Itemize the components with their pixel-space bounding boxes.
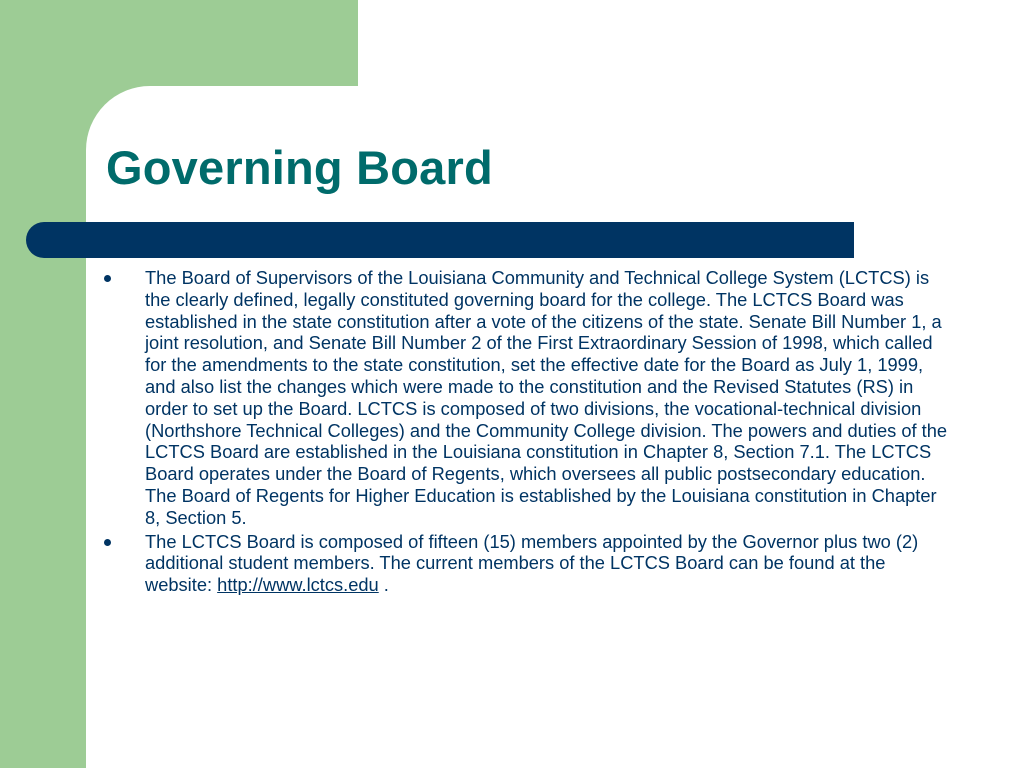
bullet-dot-icon [104,539,111,546]
bullet-text: The Board of Supervisors of the Louisiana Community and Technical College System (LCTCS) is the clearly defined, legally constituted governing board for the college. The LCTCS Board was established in the state constitution after a vote of the citizens of the state. Senate Bill Number 1, a joint resolution, and Senate Bill Number 2 of the First Extraordinary Session of 1998, which called for the amendments to the state constitution, set the effective date for the Board as July 1, 1999, and also list the changes which were made to the constitution and the Revised Statutes (RS) in order to set up the Board. LCTCS is composed of two divisions, the vocational-technical division (Northshore Technical Colleges) and the Community College division. The powers and duties of the LCTCS Board are established in the Louisiana constitution in Chapter 8, Section 7.1. The LCTCS Board operates under the Board of Regents, which oversees all public postsecondary education. The Board of Regents for Higher Education is established by the Louisiana constitution in Chapter 8, Section 5. [145,267,948,528]
bullet-text-end: . [378,574,389,596]
title-underline-bar [26,222,854,258]
slide-title: Governing Board [106,141,493,194]
lctcs-website-link[interactable]: http://www.lctcs.edu [217,574,379,596]
bullet-text: The LCTCS Board is composed of fifteen (15) members appointed by the Governor plus two (2) additional student members. The current members of the LCTCS Board can be found at the website: [145,530,919,596]
bullet-dot-icon [104,275,111,282]
bullet-item [100,267,950,529]
bullet-item [100,531,950,596]
bullet-list [100,267,950,596]
